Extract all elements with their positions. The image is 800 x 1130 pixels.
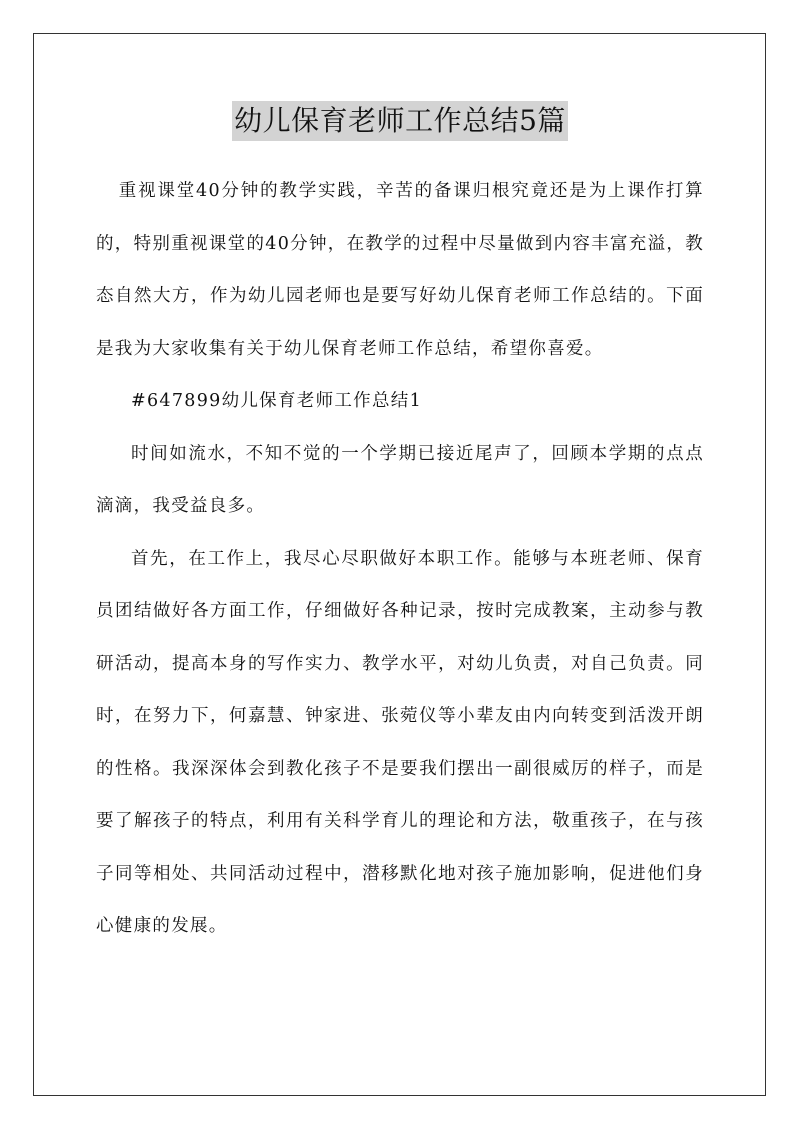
document-body bbox=[96, 165, 704, 953]
title-container bbox=[0, 101, 800, 141]
body-paragraph: 时间如流水，不知不觉的一个学期已接近尾声了，回顾本学期的点点滴滴，我受益良多。 bbox=[96, 443, 704, 516]
body-paragraph: 首先，在工作上，我尽心尽职做好本职工作。能够与本班老师、保育员团结做好各方面工作，仔细做好各种记录，按时完成教案，主动参与教研活动，提高本身的写作实力、教学水平，对幼儿负责，对自己负责。同时，在努力下，何嘉慧、钟家进、张菀仪等小辈友由内向转变到活泼开朗的性格。我深深体会到教化孩子不是要我们摆出一副很威厉的样子，而是要了解孩子的特点，利用有关科学育儿的理论和方法，敬重孩子，在与孩子同等相处、共同活动过程中，潜移默化地对孩子施加影响，促进他们身心健康的发展。 bbox=[96, 548, 704, 936]
section-heading: #647899幼儿保育老师工作总结1 bbox=[131, 391, 423, 411]
intro-paragraph: 重视课堂40分钟的教学实践，辛苦的备课归根究竟还是为上课作打算的，特别重视课堂的40分钟，在教学的过程中尽量做到内容丰富充溢，教态自然大方，作为幼儿园老师也是要写好幼儿保育老师工作总结的。下面是我为大家收集有关于幼儿保育老师工作总结，希望你喜爱。 bbox=[96, 181, 704, 359]
document-title: 幼儿保育老师工作总结5篇 bbox=[232, 101, 568, 141]
